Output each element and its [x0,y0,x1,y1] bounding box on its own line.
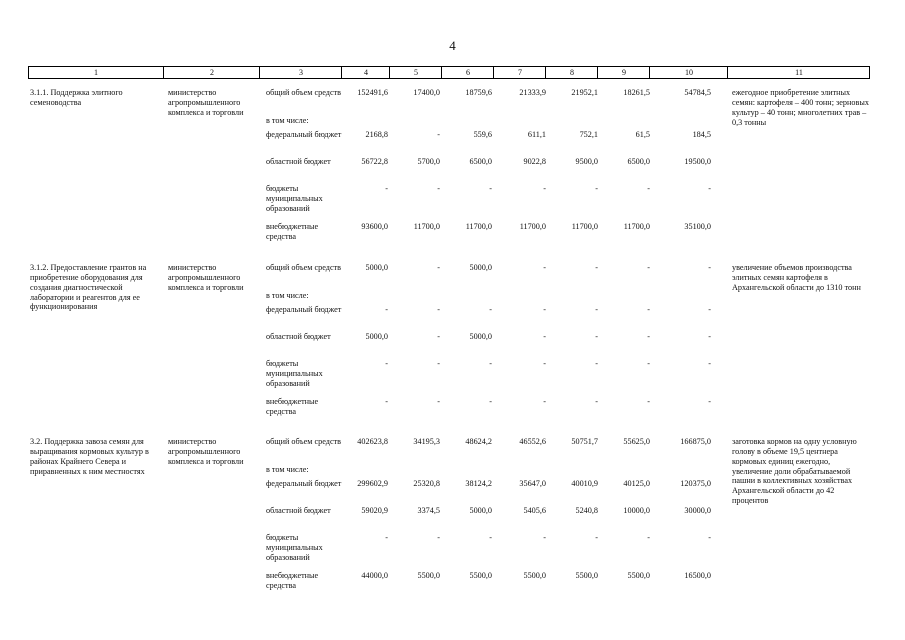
funding-value: 11700,0 [571,222,598,231]
funding-value: 40010,9 [571,479,598,488]
funding-value: - [489,359,492,368]
funding-value: 5000,0 [365,332,388,341]
funding-value: - [595,533,598,542]
funding-value: 11700,0 [519,222,546,231]
funding-value: - [708,305,711,314]
funding-value: 152491,6 [357,88,388,97]
funding-value: - [708,397,711,406]
funding-value: 21952,1 [571,88,598,97]
funding-value: - [595,184,598,193]
funding-value: 5405,6 [523,506,546,515]
funding-value: 59020,9 [361,506,388,515]
funding-value: 25320,8 [413,479,440,488]
activity-name: 3.1.1. Поддержка элитного семеноводства [30,88,123,107]
funding-value: - [543,332,546,341]
page-number: 4 [449,38,456,53]
funding-value: - [543,184,546,193]
funding-value: - [437,305,440,314]
funding-value: - [595,359,598,368]
funding-value: 5500,0 [469,571,492,580]
funding-value: - [708,184,711,193]
funding-value: 46552,6 [519,437,546,446]
funding-value: 55625,0 [623,437,650,446]
funding-value: 34195,3 [413,437,440,446]
funding-value: 5000,0 [469,332,492,341]
funding-value: 35647,0 [519,479,546,488]
funding-value: - [708,332,711,341]
funding-value: 5500,0 [627,571,650,580]
funding-value: - [437,130,440,139]
funding-source-label: областной бюджет [266,332,331,341]
funding-value: - [489,305,492,314]
executor-name: министерство агропромышленного комплекса и торговли [168,263,244,292]
funding-value: - [385,359,388,368]
funding-source-label: бюджеты муниципальных образований [266,533,323,562]
funding-value: - [595,305,598,314]
funding-source-label: федеральный бюджет [266,305,342,314]
funding-value: 30000,0 [684,506,711,515]
funding-source-label: общий объем средств [266,437,342,446]
expected-result: заготовка кормов на одну условную голову в объеме 19,5 центнера кормовых единиц ежегодно, увеличение доли обрабатываемой пашни в коллективных хозяйствах Архангельской области до 42 процентов [732,437,857,506]
column-header: 11 [727,67,870,78]
funding-value: - [437,184,440,193]
funding-value: 93600,0 [361,222,388,231]
funding-value: 5240,8 [575,506,598,515]
column-header: 3 [259,67,342,78]
funding-value: 19500,0 [684,157,711,166]
funding-value: 38124,2 [465,479,492,488]
funding-value: - [708,263,711,272]
funding-value: 6500,0 [469,157,492,166]
funding-value: - [437,332,440,341]
expected-result: ежегодное приобретение элитных семян: картофеля – 400 тонн; зерновых культур – 40 тонн; многолетних трав – 0,3 тонны [732,88,869,127]
funding-value: 40125,0 [623,479,650,488]
funding-value: 11700,0 [465,222,492,231]
funding-value: - [489,533,492,542]
funding-value: - [489,184,492,193]
funding-value: 54784,5 [684,88,711,97]
funding-value: - [543,359,546,368]
funding-value: 752,1 [579,130,598,139]
funding-value: - [437,533,440,542]
funding-value: 611,1 [527,130,546,139]
funding-value: 44000,0 [361,571,388,580]
funding-value: - [647,263,650,272]
funding-value: - [647,184,650,193]
funding-source-label: общий объем средств [266,88,342,97]
column-header: 8 [545,67,598,78]
column-header: 7 [493,67,546,78]
funding-value: - [647,305,650,314]
funding-value: - [647,397,650,406]
funding-value: 5500,0 [523,571,546,580]
column-header: 5 [389,67,442,78]
funding-value: 120375,0 [680,479,711,488]
column-header: 6 [441,67,494,78]
funding-value: 166875,0 [680,437,711,446]
funding-value: - [647,359,650,368]
funding-value: 56722,8 [361,157,388,166]
funding-value: - [437,263,440,272]
funding-value: 559,6 [473,130,492,139]
funding-value: 2168,8 [365,130,388,139]
funding-value: 48624,2 [465,437,492,446]
funding-value: - [385,184,388,193]
funding-value: - [595,397,598,406]
funding-value: - [543,263,546,272]
funding-value: - [385,305,388,314]
funding-value: - [437,397,440,406]
funding-source-label: бюджеты муниципальных образований [266,359,323,388]
funding-value: - [543,533,546,542]
funding-value: - [595,263,598,272]
funding-value: 184,5 [692,130,711,139]
executor-name: министерство агропромышленного комплекса и торговли [168,88,244,117]
funding-value: - [385,533,388,542]
funding-value: 5500,0 [417,571,440,580]
funding-source-label: областной бюджет [266,506,331,515]
funding-value: - [708,533,711,542]
funding-value: - [489,397,492,406]
funding-value: - [708,359,711,368]
activity-name: 3.2. Поддержка завоза семян для выращивания кормовых культур в районах Крайнего Севера и приравненных к ним местностях [30,437,149,476]
funding-value: 10000,0 [623,506,650,515]
funding-source-label: бюджеты муниципальных образований [266,184,323,213]
funding-source-label: федеральный бюджет [266,479,342,488]
funding-value: 61,5 [635,130,650,139]
column-header: 9 [597,67,650,78]
funding-value: 299602,9 [357,479,388,488]
funding-value: 50751,7 [571,437,598,446]
funding-value: 5000,0 [365,263,388,272]
funding-value: - [647,533,650,542]
funding-value: 35100,0 [684,222,711,231]
executor-name: министерство агропромышленного комплекса и торговли [168,437,244,466]
funding-value: 16500,0 [684,571,711,580]
funding-value: - [543,305,546,314]
funding-source-label: внебюджетные средства [266,397,319,416]
expected-result: увеличение объемов производства элитных семян картофеля в Архангельской области до 1310 тонн [732,263,861,292]
funding-source-label: внебюджетные средства [266,571,319,590]
activity-name: 3.1.2. Предоставление грантов на приобретение оборудования для создания диагностической лаборатории и реагентов для ее функционирования [30,263,147,312]
funding-value: 6500,0 [627,157,650,166]
funding-value: 11700,0 [623,222,650,231]
funding-value: 5000,0 [469,506,492,515]
funding-value: 9500,0 [575,157,598,166]
funding-value: 5700,0 [417,157,440,166]
funding-value: - [595,332,598,341]
funding-value: 17400,0 [413,88,440,97]
funding-source-label: федеральный бюджет [266,130,342,139]
funding-value: - [647,332,650,341]
funding-value: 3374,5 [417,506,440,515]
funding-value: - [543,397,546,406]
funding-value: 18759,6 [465,88,492,97]
column-header: 1 [94,68,98,77]
funding-value: 18261,5 [623,88,650,97]
column-header-row [28,66,870,79]
funding-value: 402623,8 [357,437,388,446]
column-header: 4 [341,67,390,78]
funding-source-label: в том числе: [266,116,309,125]
funding-value: - [385,397,388,406]
funding-source-label: общий объем средств [266,263,342,272]
column-header: 2 [163,67,260,78]
funding-value: 5500,0 [575,571,598,580]
funding-source-label: внебюджетные средства [266,222,319,241]
funding-source-label: областной бюджет [266,157,331,166]
funding-value: 11700,0 [413,222,440,231]
funding-source-label: в том числе: [266,291,309,300]
column-header: 10 [649,67,728,78]
funding-source-label: в том числе: [266,465,309,474]
funding-value: 9022,8 [523,157,546,166]
funding-value: 21333,9 [519,88,546,97]
funding-value: - [437,359,440,368]
funding-value: 5000,0 [469,263,492,272]
